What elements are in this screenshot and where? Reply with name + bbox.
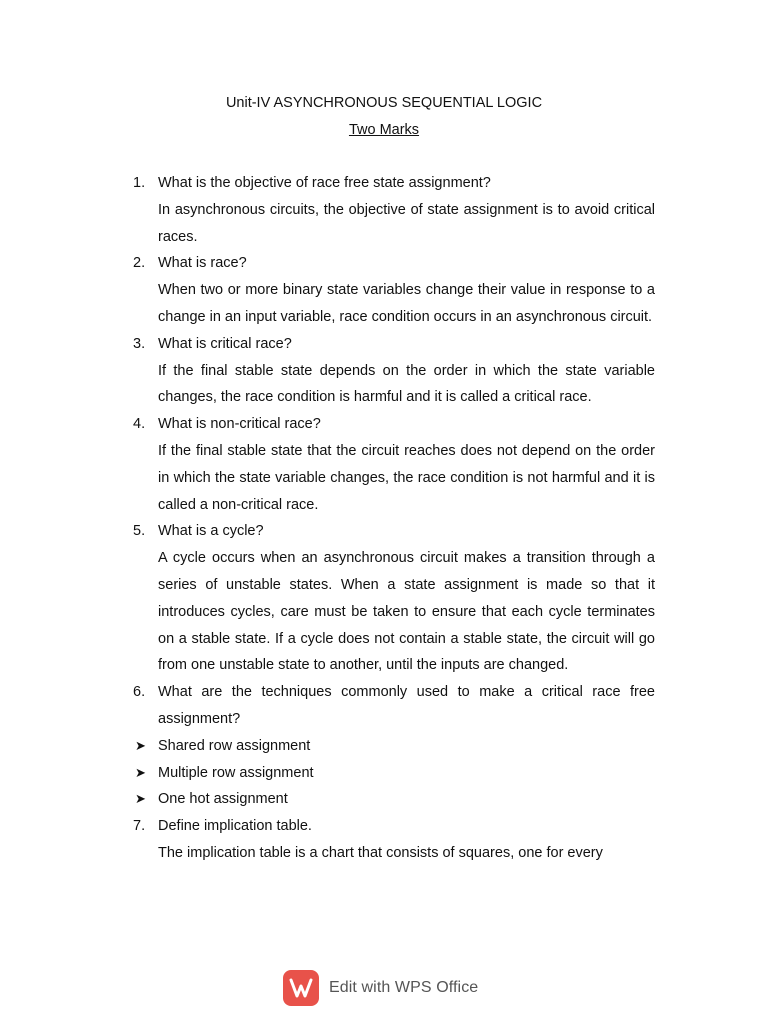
question-item [133,813,655,840]
question-number: 4. [133,416,146,433]
question-item [133,518,655,545]
question-text: What are the techniques commonly used to make a critical race free assignment? [158,684,655,727]
question-item [133,170,655,197]
question-text: What is race? [158,255,247,272]
wps-edit-link[interactable] [283,970,478,1006]
answer-text: When two or more binary state variables change their value in response to a change in an input variable, race condition occurs in an asynchronous circuit. [158,282,655,325]
subtitle-text: Two Marks [348,122,420,138]
question-number: 5. [133,523,146,540]
bullet-arrow-icon: ➤ [135,737,146,753]
question-text: What is non-critical race? [158,416,321,433]
bullet-arrow-icon: ➤ [135,764,146,780]
wps-edit-text: Edit with WPS Office [329,979,479,996]
question-item [133,679,655,733]
wps-office-logo-icon [283,970,319,1006]
question-number: 6. [133,684,146,701]
question-number: 7. [133,818,146,835]
question-text: Define implication table. [158,818,312,835]
bullet-text: Multiple row assignment [158,764,314,781]
answer-text: In asynchronous circuits, the objective of state assignment is to avoid critical races. [158,201,655,245]
question-number: 3. [133,335,146,352]
document-subtitle [0,120,768,140]
answer-text: The implication table is a chart that consists of squares, one for every [158,844,603,861]
question-number: 2. [133,255,146,272]
bullet-text: Shared row assignment [158,737,311,754]
answer-text: A cycle occurs when an asynchronous circuit makes a transition through a series of unstable states. When a state assignment is made so that it introduces cycles, care must be taken to ensure that each cycle terminates on a stable state. If a cycle does not contain a stable state, the circuit will go from one unstable state to another, until the inputs are changed. [158,550,655,674]
questions-list [133,170,655,867]
question-text: What is the objective of race free state assignment? [158,175,491,191]
bullet-arrow-icon: ➤ [135,791,146,807]
answer-text: If the final stable state that the circuit reaches does not depend on the order in which the state variable changes, the race condition is not harmful and it is called a non-critical race. [158,442,655,513]
question-text: What is a cycle? [158,523,264,540]
bullet-item [133,760,655,787]
question-item [133,331,655,358]
bullet-text: One hot assignment [158,791,288,808]
answer-text: If the final stable state depends on the order in which the state variable changes, the race condition is harmful and it is called a critical race. [158,362,655,406]
question-item [133,411,655,438]
question-number: 1. [133,175,146,191]
question-item [133,250,655,277]
bullet-item [133,786,655,813]
document-title: Unit-IV ASYNCHRONOUS SEQUENTIAL LOGIC [225,95,543,111]
question-text: What is critical race? [158,335,292,352]
bullet-item [133,733,655,760]
